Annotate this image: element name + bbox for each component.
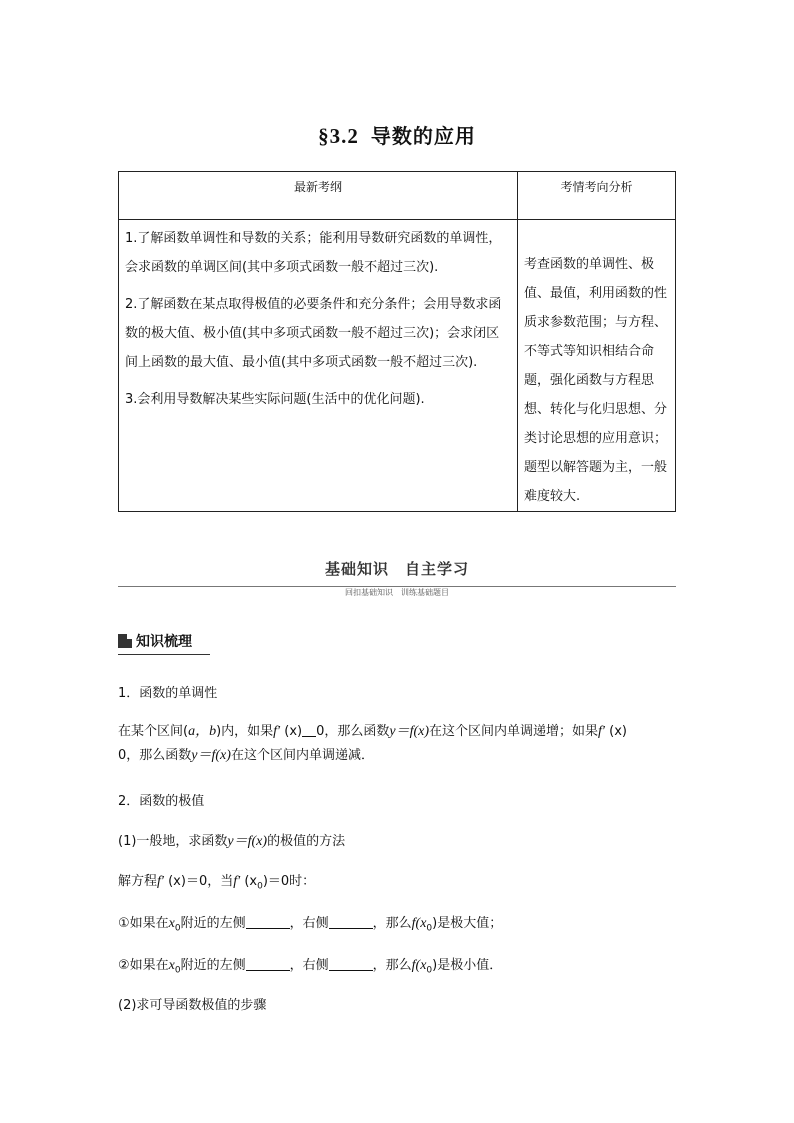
item-maximum: ①如果在$x_0$附近的左侧 ，右侧 ，那么$f(x_0)$是极大值；	[118, 916, 503, 934]
section-heading: 知识梳理	[118, 631, 192, 651]
title-text: 导数的应用	[370, 124, 476, 148]
syllabus-item: 2.了解函数在某点取得极值的必要条件和充分条件；会用导数求函数的极大值、极小值(其中多项式函数一般不超过三次)；会求闭区间上函数的最大值、最小值(其中多项式函数一般不超过三次).	[125, 297, 502, 370]
square-icon	[118, 634, 132, 648]
answer-blank[interactable]	[302, 724, 316, 737]
item-minimum: ②如果在$x_0$附近的左侧 ，右侧 ，那么$f(x_0)$是极小值．	[118, 958, 503, 976]
heading-extremum: 2．函数的极值	[118, 794, 205, 809]
syllabus-items	[119, 220, 518, 512]
answer-blank[interactable]	[246, 916, 290, 929]
analysis-text: 考查函数的单调性、极值、最值，利用函数的性质求参数范围；与方程、不等式等知识相结合命题，强化函数与方程思想、转化与化归思想、分类讨论思想的应用意识；题型以解答题为主，一般难度较大.	[518, 220, 676, 512]
answer-blank[interactable]	[329, 958, 373, 971]
paragraph-monotonicity: 在某个区间(a，b)内，如果f′ (x) 0，那么函数y＝f(x)在这个区间内单调递增；如果f′ (x) 0，那么函数y＝f(x)在这个区间内单调递减．	[118, 724, 627, 763]
syllabus-item: 1.了解函数单调性和导数的关系；能利用导数研究函数的单调性，会求函数的单调区间(其中多项式函数一般不超过三次).	[125, 231, 502, 275]
syllabus-table	[118, 171, 676, 512]
heading-monotonicity: 1．函数的单调性	[118, 686, 218, 701]
page-title	[0, 120, 794, 149]
heading-underline	[118, 654, 210, 655]
heading-steps: (2)求可导函数极值的步骤	[118, 998, 267, 1013]
section-number: §3.2	[318, 124, 359, 148]
header-syllabus: 最新考纲	[119, 172, 518, 220]
banner-subtitle: 回扣基础知识 训练基础题目	[0, 580, 794, 599]
banner-title: 基础知识 自主学习	[324, 560, 469, 578]
paragraph-method: (1)一般地，求函数y＝f(x)的极值的方法	[118, 834, 346, 849]
paragraph-solve: 解方程f′ (x)＝0，当f′ $(x_0)=0$时：	[118, 874, 316, 892]
answer-blank[interactable]	[329, 916, 373, 929]
syllabus-item: 3.会利用导数解决某些实际问题(生活中的优化问题).	[125, 392, 425, 407]
answer-blank[interactable]	[246, 958, 290, 971]
header-analysis: 考情考向分析	[518, 172, 676, 220]
